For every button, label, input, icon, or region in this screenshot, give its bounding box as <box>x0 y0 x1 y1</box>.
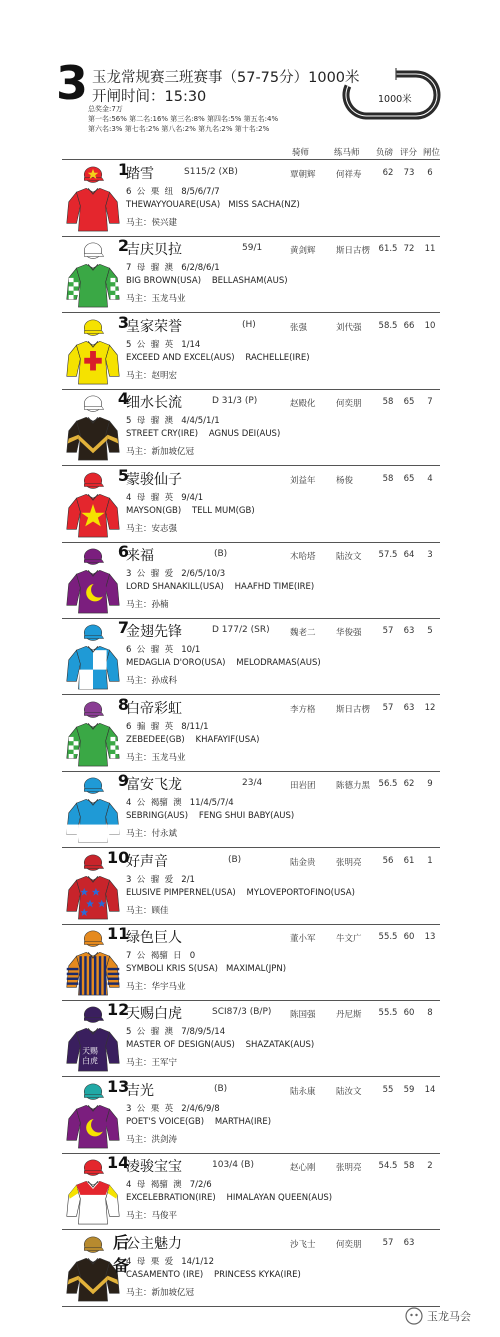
jockey-name: 赵心刚 <box>290 1163 316 1174</box>
runner-number: 8 <box>117 694 129 714</box>
runner-number: 3 <box>117 312 129 332</box>
jockey-name: 陆永康 <box>290 1086 316 1097</box>
watermark <box>405 1305 495 1327</box>
draw-gate: 5 <box>427 626 433 637</box>
trainer-name: 何祥寿 <box>336 170 362 180</box>
race-header <box>0 0 500 158</box>
horse-name: 皇家荣誉 <box>126 318 182 335</box>
draw-gate: 10 <box>424 320 436 331</box>
gear-info: 103/4 (B) <box>212 1160 254 1171</box>
horse-rating: 63 <box>403 702 415 713</box>
horse-owner: 马主：玉龙马业 <box>126 752 186 763</box>
horse-name: 吉庆贝拉 <box>126 242 182 259</box>
draw-gate: 12 <box>424 702 436 713</box>
horse-rating: 66 <box>403 320 415 331</box>
carried-weight: 57.5 <box>378 550 398 560</box>
carried-weight: 57 <box>382 702 394 713</box>
jockey-name: 木哈塔 <box>290 552 316 562</box>
horse-name: 绿色巨人 <box>126 930 182 946</box>
gear-info: (B) <box>214 549 228 559</box>
horse-details: 3 公 骝 爱 2/1 <box>126 874 195 885</box>
horse-owner: 马主：顾佳 <box>126 905 169 916</box>
horse-details: 4 公 褐骝 澳 11/4/5/7/4 <box>126 798 234 809</box>
horse-rating: 59 <box>403 1084 415 1095</box>
runner-row <box>62 160 440 237</box>
trainer-name: 何奕朋 <box>336 399 362 410</box>
horse-rating: 63 <box>403 1237 415 1248</box>
horse-details: 6 骟 骝 英 8/11/1 <box>126 721 209 732</box>
carried-weight: 61.5 <box>378 244 398 255</box>
gear-info: SCI87/3 (B/P) <box>212 1007 272 1018</box>
runner-number: 后备 <box>112 1232 129 1275</box>
horse-name: 踏雪 <box>126 166 154 182</box>
horse-rating: 60 <box>403 932 415 942</box>
runner-number: 13 <box>107 1076 130 1096</box>
draw-gate: 1 <box>427 855 433 866</box>
trainer-name: 丹尼斯 <box>336 1010 362 1021</box>
gear-info: (B) <box>228 854 242 865</box>
horse-pedigree: THEWAYYOUARE(USA) MISS SACHA(NZ) <box>126 200 300 210</box>
runner-row <box>62 618 440 695</box>
horse-details: 5 公 骝 澳 7/8/9/5/14 <box>126 1027 226 1038</box>
runner-row <box>62 389 440 466</box>
carried-weight: 58.5 <box>378 320 398 331</box>
runner-number: 4 <box>117 389 129 409</box>
trainer-name: 张明亮 <box>336 1163 362 1174</box>
runner-number: 6 <box>117 542 129 561</box>
horse-owner: 马主：王军宁 <box>126 1058 178 1069</box>
horse-details: 7 公 褐骝 日 0 <box>126 951 196 961</box>
gear-info: (B) <box>214 1083 228 1094</box>
jockey-name: 李方格 <box>290 704 316 715</box>
trainer-name: 斯日古楞 <box>336 704 371 715</box>
horse-pedigree: SEBRING(AUS) FENG SHUI BABY(AUS) <box>126 811 295 822</box>
horse-owner: 马主：孙楠 <box>126 600 169 610</box>
trainer-name: 牛文广 <box>336 934 362 944</box>
runner-number: 12 <box>107 1000 130 1020</box>
jockey-name: 黄剑辉 <box>290 246 316 257</box>
horse-details: 3 公 骝 爱 2/6/5/10/3 <box>126 569 226 579</box>
runner-number: 10 <box>107 847 130 867</box>
trainer-name: 陆汝文 <box>336 1086 362 1097</box>
horse-details: 4 母 褐骝 澳 7/2/6 <box>126 1180 212 1191</box>
runner-number: 9 <box>117 771 129 791</box>
horse-pedigree: EXCEED AND EXCEL(AUS) RACHELLE(IRE) <box>126 352 310 363</box>
horse-name: 天赐白虎 <box>126 1006 182 1023</box>
horse-pedigree: CASAMENTO (IRE) PRINCESS KYKA(IRE) <box>126 1269 301 1280</box>
horse-rating: 65 <box>403 397 415 408</box>
horse-rating: 72 <box>403 244 415 255</box>
race-title: 玉龙常规赛三班赛事（57-75分）1000米 <box>92 70 360 86</box>
runner-number: 11 <box>107 924 130 943</box>
trainer-name: 华俊强 <box>336 628 362 639</box>
horse-name: 细水长流 <box>126 395 182 412</box>
jockey-name: 张强 <box>290 322 308 333</box>
col-jockey: 骑师 <box>292 148 310 158</box>
horse-owner: 马主：赵明宏 <box>126 370 178 381</box>
carried-weight: 54.5 <box>378 1161 398 1172</box>
runner-row <box>62 848 440 925</box>
horse-owner: 马主：华宇马业 <box>126 982 186 992</box>
jockey-name: 陈国强 <box>290 1010 316 1021</box>
horse-name: 吉光 <box>126 1082 154 1099</box>
trainer-name: 张明亮 <box>336 857 362 868</box>
horse-owner: 马主：孙成科 <box>126 676 178 687</box>
horse-rating: 73 <box>403 168 415 178</box>
horse-owner: 马主：洪剑涛 <box>126 1134 178 1145</box>
horse-name: 好声音 <box>126 853 168 870</box>
runner-row <box>62 695 440 772</box>
carried-weight: 55 <box>382 1084 394 1095</box>
horse-pedigree: EXCELEBRATION(IRE) HIMALAYAN QUEEN(AUS) <box>126 1193 333 1204</box>
horse-rating: 61 <box>403 855 415 866</box>
draw-gate: 7 <box>427 397 433 408</box>
runner-row <box>62 466 440 543</box>
trainer-name: 刘代强 <box>336 322 362 333</box>
runner-row <box>62 313 440 390</box>
draw-gate: 11 <box>424 244 436 255</box>
horse-details: 5 母 骝 澳 4/4/5/1/1 <box>126 416 220 427</box>
carried-weight: 58 <box>382 397 394 408</box>
horse-owner: 马主：安志强 <box>126 523 178 534</box>
horse-owner: 马主：新加坡亿冠 <box>126 1287 195 1298</box>
horse-name: 公主魅力 <box>126 1235 182 1252</box>
watermark-text: 玉龙马会 <box>427 1310 471 1323</box>
horse-pedigree: POET'S VOICE(GB) MARTHA(IRE) <box>126 1116 272 1127</box>
runner-row <box>62 924 440 1001</box>
draw-gate: 8 <box>427 1008 433 1019</box>
horse-owner: 马主：马俊平 <box>126 1211 178 1222</box>
gear-info: S115/2 (XB) <box>184 167 238 177</box>
total-prize: 总奖金:7万 <box>88 105 123 113</box>
draw-gate: 2 <box>427 1161 433 1172</box>
horse-rating: 60 <box>403 1008 415 1019</box>
jockey-name: 魏老二 <box>290 628 316 639</box>
horse-rating: 64 <box>403 550 415 560</box>
runner-number: 5 <box>117 465 129 485</box>
jockey-name: 陆金贵 <box>290 857 316 868</box>
svg-text:白虎: 白虎 <box>82 1056 98 1066</box>
col-trainer: 练马师 <box>334 148 360 158</box>
jockey-name: 刘益年 <box>290 475 316 486</box>
jockey-name: 田岩团 <box>290 781 316 792</box>
gear-info: (H) <box>242 319 256 330</box>
trainer-name: 陆汝文 <box>336 552 362 562</box>
horse-pedigree: LORD SHANAKILL(USA) HAAFHD TIME(IRE) <box>126 582 315 592</box>
horse-name: 富安飞龙 <box>126 777 182 794</box>
runner-row <box>62 1000 440 1077</box>
track-distance-label: 1000米 <box>378 94 412 105</box>
trainer-name: 斯日古楞 <box>336 246 371 257</box>
horse-name: 来福 <box>126 548 154 564</box>
horse-pedigree: ZEBEDEE(GB) KHAFAYIF(USA) <box>126 734 260 745</box>
horse-rating: 65 <box>403 473 415 484</box>
horse-details: 5 公 骝 英 1/14 <box>126 339 201 350</box>
carried-weight: 58 <box>382 473 394 484</box>
horse-details: 4 母 骝 英 9/4/1 <box>126 492 204 503</box>
runner-row <box>62 236 440 313</box>
runner-number: 14 <box>107 1153 130 1173</box>
horse-pedigree: MEDAGLIA D'ORO(USA) MELODRAMAS(AUS) <box>126 658 321 669</box>
jockey-name: 覃朝辉 <box>290 170 316 180</box>
race-number: 3 <box>56 56 89 110</box>
trainer-name: 杨俊 <box>336 475 354 486</box>
horse-name: 白帝彩虹 <box>126 700 182 717</box>
runner-number: 1 <box>117 160 129 179</box>
horse-owner: 马主：侯兴建 <box>126 218 178 228</box>
runner-number: 7 <box>117 618 129 638</box>
horse-rating: 58 <box>403 1161 415 1172</box>
horse-details: 4 母 栗 爱 14/1/12 <box>126 1256 214 1267</box>
svg-text:天赐: 天赐 <box>82 1046 98 1056</box>
horse-details: 3 公 栗 英 2/4/6/9/8 <box>126 1103 220 1114</box>
draw-gate: 4 <box>427 473 433 484</box>
carried-weight: 62 <box>382 168 394 178</box>
horse-rating: 63 <box>403 626 415 637</box>
horse-rating: 62 <box>403 779 415 790</box>
horse-pedigree: ELUSIVE PIMPERNEL(USA) MYLOVEPORTOFINO(USA) <box>126 887 355 898</box>
draw-gate: 14 <box>424 1084 436 1095</box>
runner-row <box>62 1077 440 1154</box>
runner-row <box>62 542 440 619</box>
horse-pedigree: SYMBOLI KRIS S(USA) MAXIMAL(JPN) <box>126 964 287 974</box>
runner-row <box>62 1230 440 1307</box>
jockey-name: 董小军 <box>290 934 316 944</box>
draw-gate: 9 <box>427 779 433 790</box>
horse-details: 6 公 骝 英 10/1 <box>126 645 201 656</box>
trainer-name: 何奕朋 <box>336 1239 362 1250</box>
draw-gate: 13 <box>424 932 436 942</box>
carried-weight: 55.5 <box>378 1008 398 1019</box>
draw-gate: 3 <box>427 550 433 560</box>
prize-split-line-1: 第一名:56% 第二名:16% 第三名:8% 第四名:5% 第五名:4% <box>88 115 279 123</box>
carried-weight: 55.5 <box>378 932 398 942</box>
horse-owner: 马主：玉龙马业 <box>126 294 186 305</box>
carried-weight: 56 <box>382 855 394 866</box>
gear-info: D 177/2 (SR) <box>212 625 270 636</box>
jockey-name: 赵殿化 <box>290 399 316 410</box>
horse-name: 蒙骏仙子 <box>126 471 182 488</box>
race-start-time: 开闸时间：15:30 <box>92 89 207 105</box>
prize-split-line-2: 第六名:3% 第七名:2% 第八名:2% 第九名:2% 第十名:2% <box>88 125 270 133</box>
col-weight: 负磅 <box>376 148 394 158</box>
carried-weight: 56.5 <box>378 779 398 790</box>
horse-name: 凌骏宝宝 <box>126 1159 182 1176</box>
horse-pedigree: MAYSON(GB) TELL MUM(GB) <box>126 505 255 516</box>
gear-info: 59/1 <box>242 243 263 254</box>
jockey-name: 沙飞士 <box>290 1239 316 1250</box>
horse-details: 6 公 栗 纽 8/5/6/7/7 <box>126 187 220 197</box>
horse-pedigree: BIG BROWN(USA) BELLASHAM(AUS) <box>126 276 288 287</box>
gear-info: 23/4 <box>242 778 263 789</box>
horse-pedigree: STREET CRY(IRE) AGNUS DEI(AUS) <box>126 429 281 440</box>
horse-name: 金翅先锋 <box>126 624 182 641</box>
carried-weight: 57 <box>382 626 394 637</box>
horse-details: 7 母 骝 澳 6/2/8/6/1 <box>126 263 220 274</box>
gear-info: D 31/3 (P) <box>212 396 258 407</box>
runner-row <box>62 771 440 848</box>
draw-gate: 6 <box>427 168 433 178</box>
runner-row <box>62 1153 440 1230</box>
col-gate: 闸位 <box>423 148 441 158</box>
col-rating: 评分 <box>400 148 418 158</box>
trainer-name: 陈德力黑 <box>336 781 371 792</box>
runner-number: 2 <box>117 236 129 256</box>
carried-weight: 57 <box>382 1237 394 1248</box>
wechat-icon <box>405 1307 423 1325</box>
horse-owner: 马主：付永斌 <box>126 829 178 840</box>
horse-pedigree: MASTER OF DESIGN(AUS) SHAZATAK(AUS) <box>126 1040 315 1051</box>
track-diagram-icon <box>340 66 444 124</box>
horse-owner: 马主：新加坡亿冠 <box>126 447 195 458</box>
